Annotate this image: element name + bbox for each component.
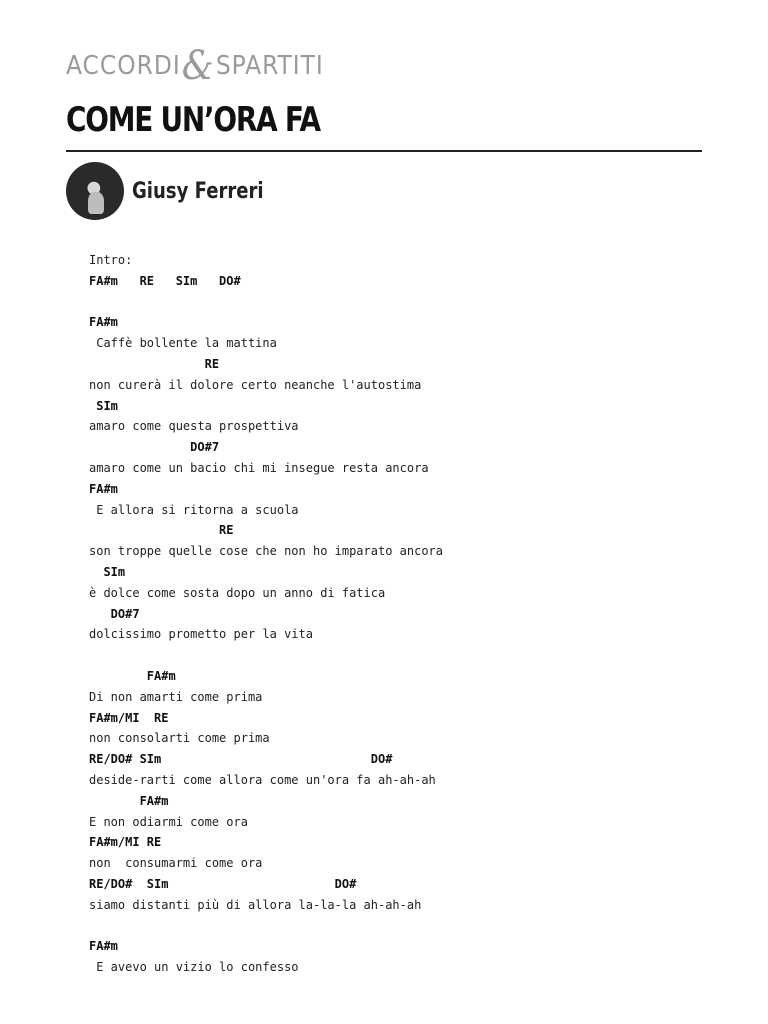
song-title: COME UN’ORA FA [66, 100, 320, 140]
logo-text-right: SPARTITI [215, 51, 324, 81]
lyric-line: non consumarmi come ora [89, 856, 263, 871]
lyric-line: non consolarti come prima [89, 731, 270, 746]
chord-line: FA#m/MI RE [89, 835, 162, 850]
chord-line: SIm [89, 564, 126, 579]
lyric-line: Di non amarti come prima [89, 689, 263, 704]
chord-line: RE [89, 523, 234, 538]
lyric-line [89, 645, 443, 666]
lyric-line [89, 916, 443, 937]
chord-sheet [89, 250, 443, 978]
lyric-line: siamo distanti più di allora la-la-la ah-ah-ah [89, 897, 422, 912]
lyric-line: amaro come un bacio chi mi insegue resta ancora [89, 460, 429, 475]
lyric-line: è dolce come sosta dopo un anno di fatica [89, 585, 386, 600]
chord-line: FA#m [89, 939, 118, 954]
lyric-line: dolcissimo prometto per la vita [89, 627, 313, 642]
chord-line: RE/DO# SIm DO# [89, 876, 357, 891]
title-divider [66, 150, 702, 152]
lyric-line: son troppe quelle cose che non ho imparato ancora [89, 544, 444, 559]
chord-line: SIm [89, 398, 118, 413]
lyric-line: non curerà il dolore certo neanche l'autostima [89, 377, 422, 392]
lyric-line: deside-rarti come allora come un'ora fa ah-ah-ah [89, 772, 436, 787]
logo-text-left: ACCORDI [66, 51, 181, 81]
lyric-line [89, 292, 443, 313]
chord-line: DO#7 [89, 440, 220, 455]
lyric-line: Intro: [89, 253, 133, 267]
site-logo[interactable] [66, 43, 324, 89]
chord-line: FA#m [89, 668, 176, 683]
chord-line: FA#m [89, 481, 118, 496]
lyric-line: Caffè bollente la mattina [89, 336, 277, 351]
artist-name[interactable]: Giusy Ferreri [132, 178, 264, 204]
chord-line: RE [89, 356, 220, 371]
lyric-line: E allora si ritorna a scuola [89, 502, 299, 517]
chord-line: FA#m [89, 793, 169, 808]
chord-line: FA#m/MI RE [89, 710, 169, 725]
lyric-line: E avevo un vizio lo confesso [89, 960, 299, 975]
chord-line: FA#m [89, 315, 118, 330]
chord-line: FA#m RE SIm DO# [89, 273, 241, 288]
artist-avatar[interactable] [66, 162, 124, 220]
chord-line: DO#7 [89, 606, 140, 621]
artist-block[interactable] [66, 162, 292, 220]
logo-ampersand: & [181, 43, 215, 89]
lyric-line: amaro come questa prospettiva [89, 419, 299, 434]
chord-line: RE/DO# SIm DO# [89, 752, 393, 767]
lyric-line: E non odiarmi come ora [89, 814, 248, 829]
